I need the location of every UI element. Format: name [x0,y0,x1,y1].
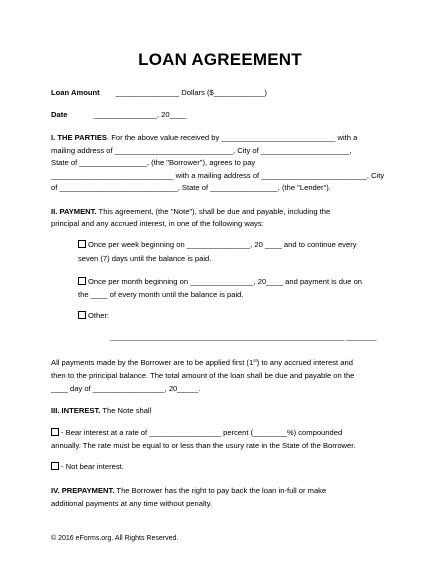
parties-line-2: mailing address of ____________________________, City of _____________________, [51,146,352,155]
applied-line-2: then to the principal balance. The total amount of the loan shall be due and payable on the [51,371,355,380]
other-label: Other: [88,311,110,320]
parties-line-4: _____________________________ with a mailing address of _________________________, City [51,171,385,180]
interest-heading: III. INTEREST. [51,406,101,415]
parties-heading: I. THE PARTIES [51,133,107,142]
applied-line-1 [51,358,353,369]
date-line [51,110,187,120]
payment-option-weekly [78,240,357,250]
interest-line [51,406,151,416]
payment-option-monthly-cont: the ____ of every month until the balance is paid. [78,290,244,299]
interest-option-not-bear [51,462,124,472]
date-field[interactable]: _______________, 20____ [93,110,187,119]
monthly-checkbox[interactable] [78,277,86,285]
superscript-st: st [253,358,257,363]
interest-option-bear-cont: annually. The rate must be equal to or less than the usury rate in the State of the Borrower. [51,441,356,450]
payment-heading: II. PAYMENT. [51,207,97,216]
applied-line-3: ____ day of _________________, 20_____. [51,384,201,393]
monthly-text: Once per month beginning on _______________, 20____ and payment is due on [88,277,363,286]
copyright-footer: © 2016 eForms.org. All Rights Reserved. [51,535,179,542]
prepayment-line-1 [51,486,326,496]
loan-amount-label: Loan Amount [51,88,100,97]
other-checkbox[interactable] [78,311,86,319]
applied-text-1a: All payments made by the Borrower are to be applied first (1 [51,358,254,367]
parties-text-1: . For the above value received by ___________________________ with a [106,133,358,142]
parties-line-1 [51,133,357,143]
interest-option-bear [51,428,342,438]
document-title: LOAN AGREEMENT [138,50,302,69]
payment-option-other [78,311,109,321]
parties-line-5: of ____________________________, State of ________________, (the "Lender"). [51,183,331,192]
other-blank-line[interactable]: ______________________________________________________________ ________ [110,334,377,341]
weekly-text: Once per week beginning on _______________, 20 ____ and to continue every [88,240,357,249]
interest-text: The Note shall [100,406,152,415]
bear-interest-checkbox[interactable] [51,428,59,436]
loan-amount-line [51,88,267,98]
payment-line-2: principal and any accrued interest, in one of the following ways: [51,219,264,228]
loan-amount-field[interactable]: _______________ Dollars ($____________) [115,88,267,97]
payment-line-1 [51,207,330,217]
payment-option-weekly-cont: seven (7) days until the balance is paid. [78,254,212,263]
parties-line-3: State of ________________, (the "Borrower"), agrees to pay [51,158,256,167]
date-label: Date [51,110,68,119]
bear-interest-text: - Bear interest at a rate of _________________ percent (________%) compounded [61,428,343,437]
weekly-checkbox[interactable] [78,240,86,248]
not-bear-interest-checkbox[interactable] [51,462,59,470]
not-bear-interest-text: - Not bear interest. [61,462,124,471]
payment-text-1: This agreement, (the "Note"), shall be due and payable, including the [96,207,331,216]
prepayment-text-1: The Borrower has the right to pay back the loan in-full or make [114,486,327,495]
prepayment-heading: IV. PREPAYMENT. [51,486,115,495]
applied-text-1b: ) to any accrued interest and [256,358,353,367]
prepayment-line-2: additional payments at any time without penalty. [51,499,213,508]
payment-option-monthly [78,277,362,287]
